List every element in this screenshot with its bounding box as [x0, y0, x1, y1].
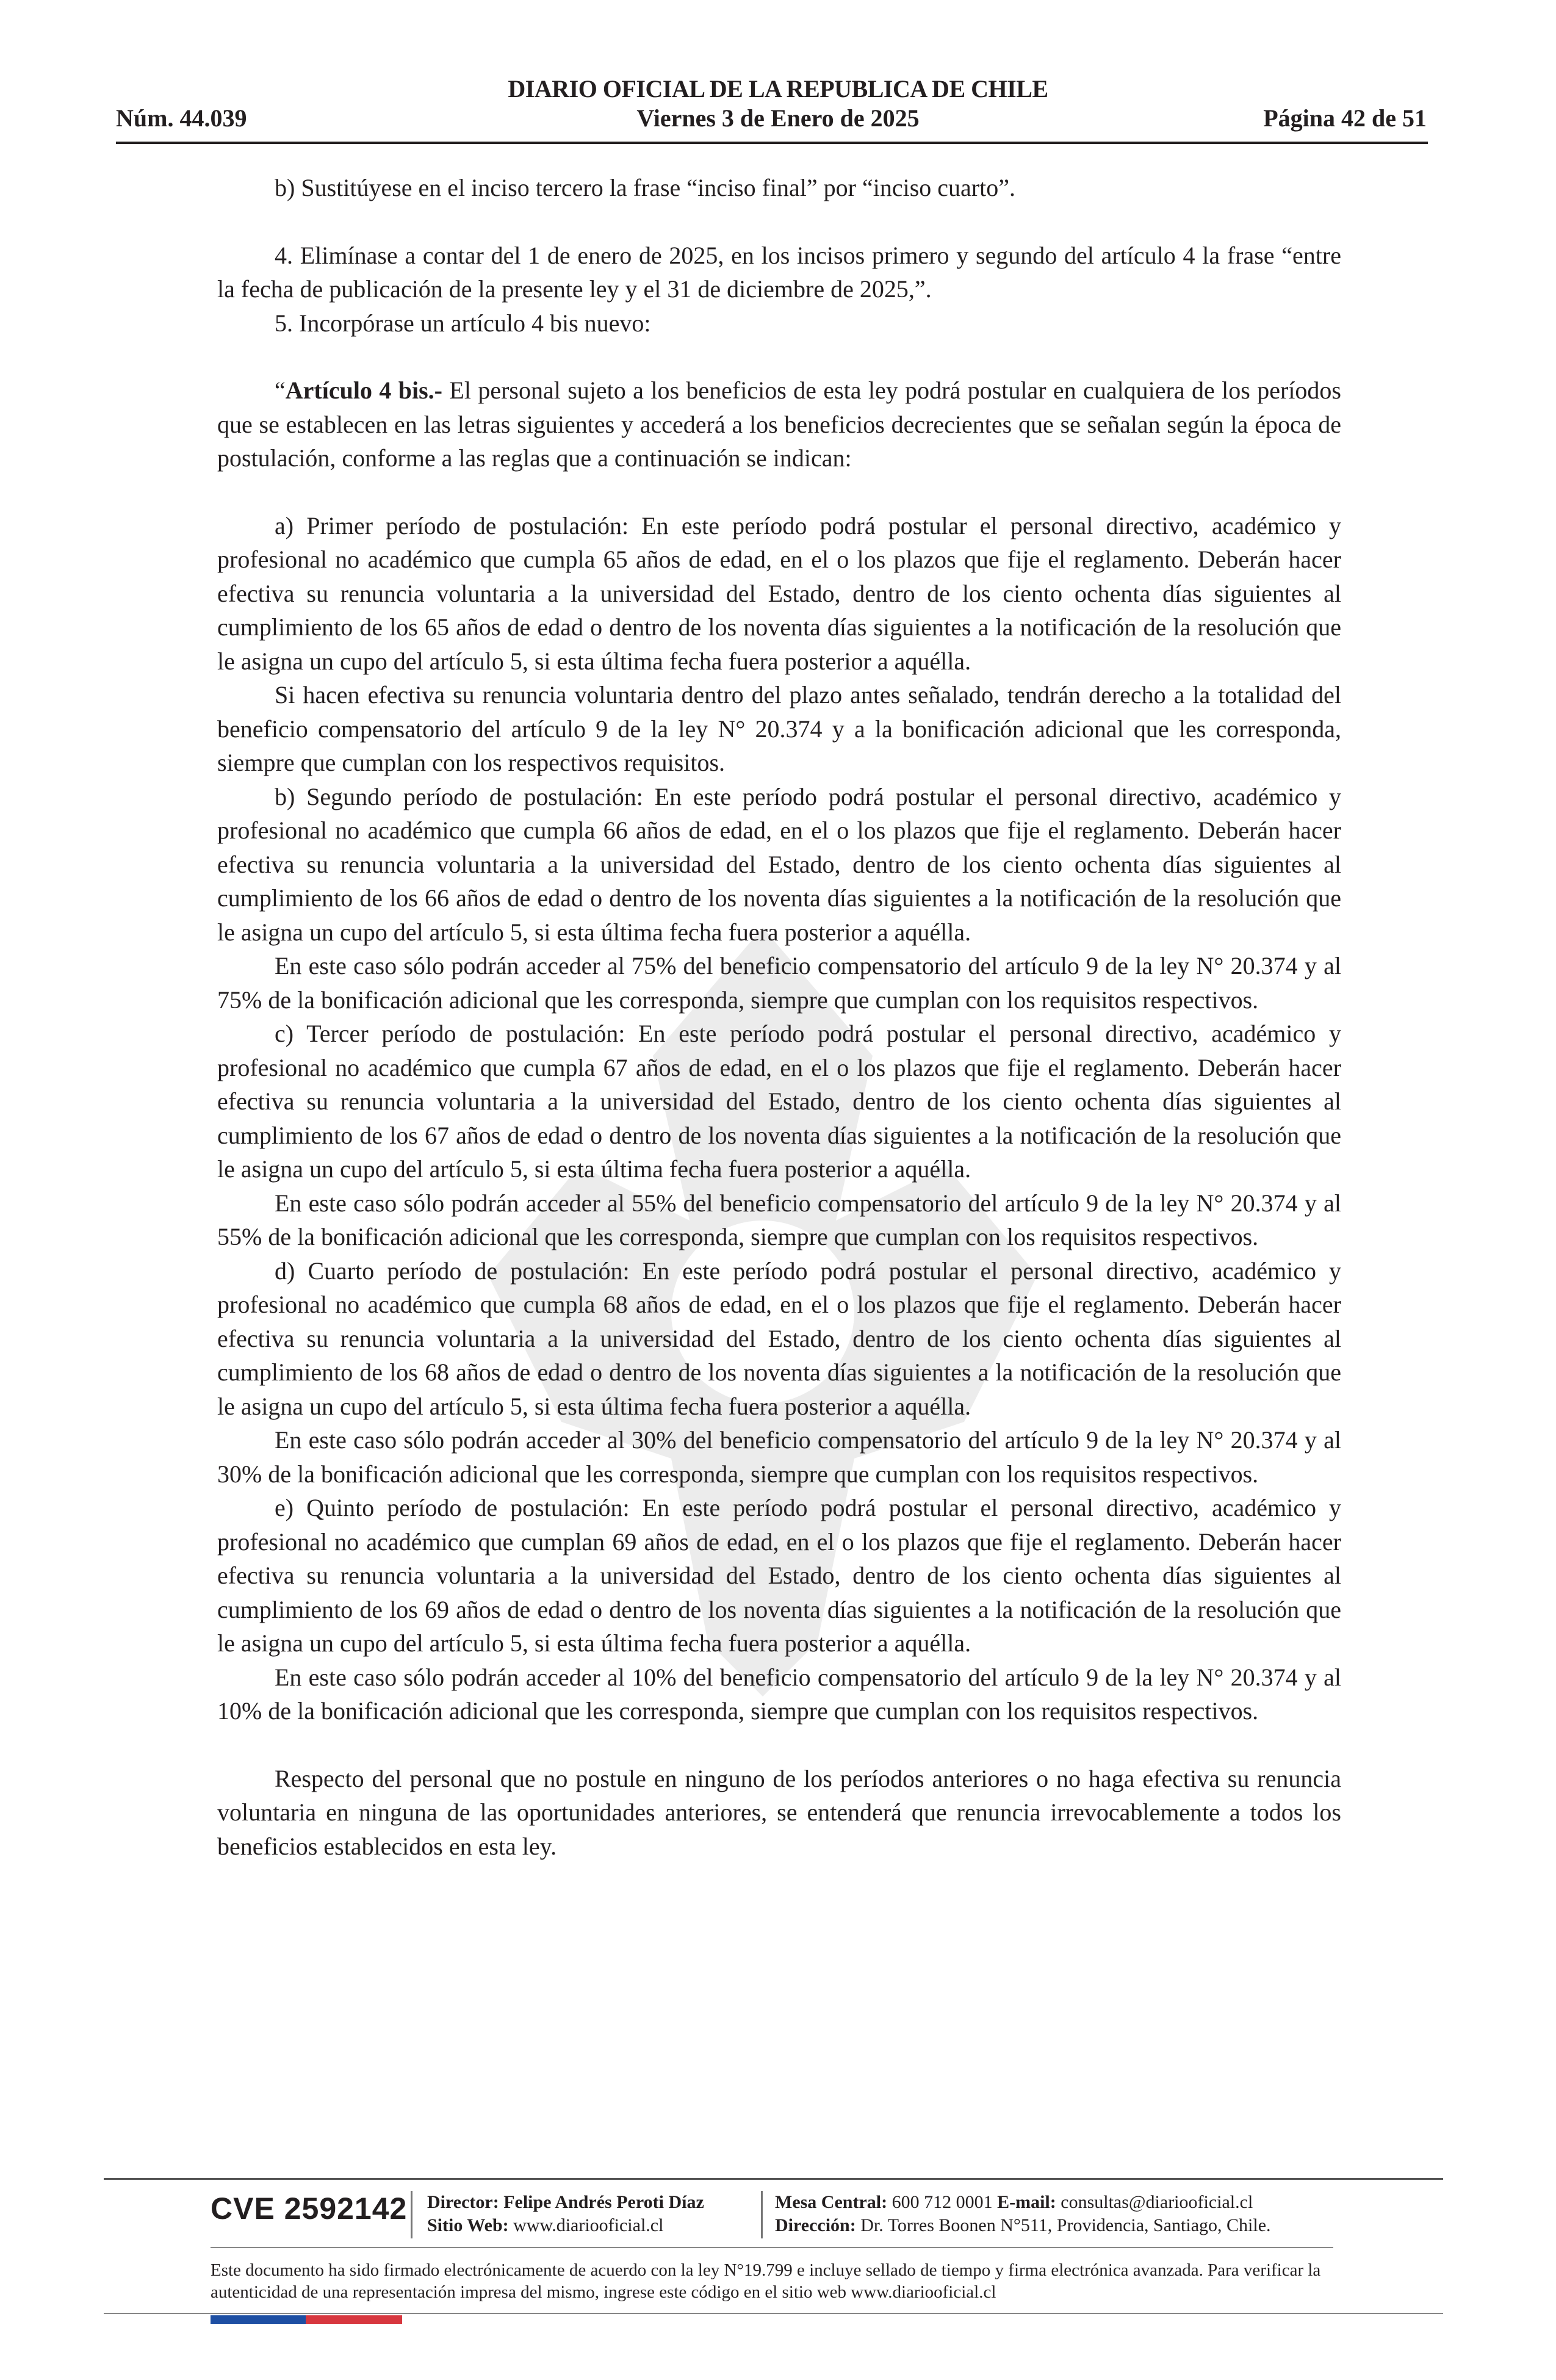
paragraph: 5. Incorpórase un artículo 4 bis nuevo:	[275, 309, 651, 337]
electronic-signature-note: Este documento ha sido firmado electrónicamente de acuerdo con la ley N°19.799 e incluye sellado de tiempo y firma electrónica avanzada. Para verificar la autenticidad de una representación impresa del mismo, ingrese este código en el sitio web www.diariooficial.cl	[211, 2260, 1321, 2302]
website-label: Sitio Web:	[427, 2215, 509, 2235]
website-link[interactable]: www.diariooficial.cl	[513, 2215, 664, 2235]
footer-contact-block	[775, 2191, 1271, 2237]
paragraph: c) Tercer período de postulación: En este período podrá postular el personal directivo, académico y profesional no académico que cumpla 67 años de edad, en el o los plazos que fije el reglamento. Deberán hacer efectiva su renuncia voluntaria a la universidad del Estado, dentro de los ciento ochenta días siguientes al cumplimiento de los 67 años de edad o dentro de los noventa días siguientes a la notificación de la resolución que le asigna un cupo del artículo 5, si esta última fecha fuera posterior a aquélla.	[217, 1020, 1341, 1183]
article-text: El personal sujeto a los beneficios de esta ley podrá postular en cualquiera de los períodos que se establecen en las letras siguientes y accederá a los beneficios decrecientes que se señalan según la época de postulación, conforme a las reglas que a continuación se indican:	[217, 377, 1341, 472]
email-link[interactable]: consultas@diariooficial.cl	[1061, 2192, 1253, 2212]
paragraph: En este caso sólo podrán acceder al 75% del beneficio compensatorio del artículo 9 de la ley N° 20.374 y al 75% de la bonificación adicional que les corresponda, siempre que cumplan con los requisitos respectivos.	[217, 952, 1341, 1014]
footer-bottom-rule	[104, 2313, 1443, 2314]
address-label: Dirección:	[775, 2215, 856, 2235]
paragraph: b) Sustitúyese en el inciso tercero la frase “inciso final” por “inciso cuarto”.	[275, 174, 1015, 201]
director-label: Director:	[427, 2192, 499, 2212]
paragraph: Si hacen efectiva su renuncia voluntaria dentro del plazo antes señalado, tendrán derecho a la totalidad del beneficio compensatorio del artículo 9 de la ley N° 20.374 y a la bonificación adicional que les corresponda, siempre que cumplan con los respectivos requisitos.	[217, 681, 1341, 776]
footer-director-block	[427, 2191, 704, 2237]
mesa-central-phone: 600 712 0001	[891, 2192, 993, 2212]
newspaper-title: DIARIO OFICIAL DE LA REPUBLICA DE CHILE	[508, 75, 1048, 103]
address-value: Dr. Torres Boonen N°511, Providencia, Santiago, Chile.	[860, 2215, 1271, 2235]
paragraph: En este caso sólo podrán acceder al 55% del beneficio compensatorio del artículo 9 de la ley N° 20.374 y al 55% de la bonificación adicional que les corresponda, siempre que cumplan con los requisitos respectivos.	[217, 1189, 1341, 1250]
footer-divider	[411, 2191, 412, 2238]
issue-number: Núm. 44.039	[116, 104, 247, 132]
article-heading: Artículo 4 bis.-	[285, 377, 442, 404]
issue-date: Viernes 3 de Enero de 2025	[636, 104, 920, 132]
footer-divider	[761, 2191, 763, 2238]
article-4-bis-paragraph	[217, 373, 1341, 475]
footer-inner-rule	[211, 2247, 1333, 2248]
paragraph: En este caso sólo podrán acceder al 30% del beneficio compensatorio del artículo 9 de la ley N° 20.374 y al 30% de la bonificación adicional que les corresponda, siempre que cumplan con los requisitos respectivos.	[217, 1426, 1341, 1488]
open-quote: “	[275, 377, 286, 404]
director-name: Felipe Andrés Peroti Díaz	[503, 2192, 704, 2212]
email-label: E-mail:	[997, 2192, 1056, 2212]
document-body	[217, 171, 1341, 1863]
header-rule	[116, 142, 1428, 144]
flag-stripe-blue	[211, 2315, 306, 2324]
paragraph: d) Cuarto período de postulación: En este período podrá postular el personal directivo, académico y profesional no académico que cumpla 68 años de edad, en el o los plazos que fije el reglamento. Deberán hacer efectiva su renuncia voluntaria a la universidad del Estado, dentro de los ciento ochenta días siguientes al cumplimiento de los 68 años de edad o dentro de los noventa días siguientes a la notificación de la resolución que le asigna un cupo del artículo 5, si esta última fecha fuera posterior a aquélla.	[217, 1257, 1341, 1420]
paragraph: 4. Elimínase a contar del 1 de enero de 2025, en los incisos primero y segundo del artículo 4 la frase “entre la fecha de publicación de la presente ley y el 31 de diciembre de 2025,”.	[217, 241, 1341, 303]
paragraph: e) Quinto período de postulación: En este período podrá postular el personal directivo, académico y profesional no académico que cumplan 69 años de edad, en el o los plazos que fije el reglamento. Deberán hacer efectiva su renuncia voluntaria a la universidad del Estado, dentro de los ciento ochenta días siguientes al cumplimiento de los 69 años de edad o dentro de los noventa días siguientes a la notificación de la resolución que le asigna un cupo del artículo 5, si esta última fecha fuera posterior a aquélla.	[217, 1494, 1341, 1657]
mesa-central-label: Mesa Central:	[775, 2192, 888, 2212]
paragraph: En este caso sólo podrán acceder al 10% del beneficio compensatorio del artículo 9 de la ley N° 20.374 y al 10% de la bonificación adicional que les corresponda, siempre que cumplan con los requisitos respectivos.	[217, 1663, 1341, 1725]
flag-stripe-red	[306, 2315, 402, 2324]
page-number: Página 42 de 51	[1263, 104, 1427, 132]
paragraph: a) Primer período de postulación: En este período podrá postular el personal directivo, académico y profesional no académico que cumpla 65 años de edad, en el o los plazos que fije el reglamento. Deberán hacer efectiva su renuncia voluntaria a la universidad del Estado, dentro de los ciento ochenta días siguientes al cumplimiento de los 65 años de edad o dentro de los noventa días siguientes a la notificación de la resolución que le asigna un cupo del artículo 5, si esta última fecha fuera posterior a aquélla.	[217, 511, 1341, 675]
paragraph: Respecto del personal que no postule en ninguno de los períodos anteriores o no haga efectiva su renuncia voluntaria en ninguna de las oportunidades anteriores, se entenderá que renuncia irrevocablemente a todos los beneficios establecidos en esta ley.	[217, 1764, 1341, 1860]
footer-rule	[104, 2178, 1443, 2180]
cve-code: CVE 2592142	[211, 2191, 408, 2226]
paragraph: b) Segundo período de postulación: En este período podrá postular el personal directivo, académico y profesional no académico que cumpla 66 años de edad, en el o los plazos que fije el reglamento. Deberán hacer efectiva su renuncia voluntaria a la universidad del Estado, dentro de los ciento ochenta días siguientes al cumplimiento de los 66 años de edad o dentro de los noventa días siguientes a la notificación de la resolución que le asigna un cupo del artículo 5, si esta última fecha fuera posterior a aquélla.	[217, 782, 1341, 946]
